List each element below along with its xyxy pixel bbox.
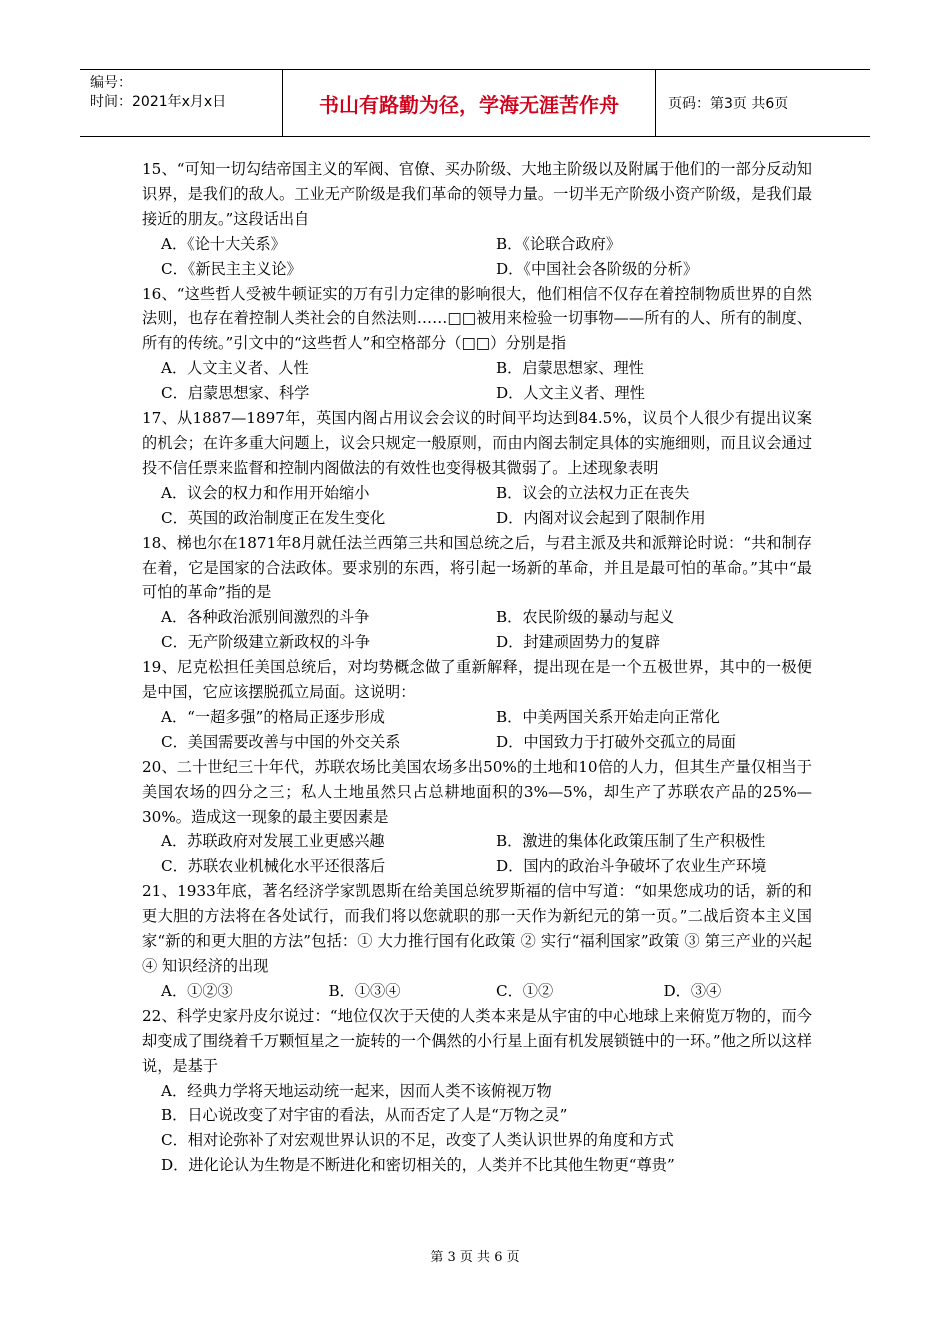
header-meta	[80, 70, 283, 136]
answer-option: A．各种政治派别间激烈的斗争	[161, 608, 370, 627]
answer-option: A．“一超多强”的格局正逐步形成	[161, 707, 385, 726]
answer-options	[142, 1079, 812, 1179]
answer-option: B．农民阶级的暴动与起义	[496, 608, 675, 627]
page-footer: 第 3 页 共 6 页	[430, 1250, 520, 1265]
answer-option: A．苏联政府对发展工业更感兴趣	[161, 832, 385, 851]
question-block	[142, 879, 812, 1004]
question-block	[142, 282, 812, 407]
answer-option: B．启蒙思想家、理性	[496, 359, 644, 378]
answer-option: C．相对论弥补了对宏观世界认识的不足，改变了人类认识世界的角度和方式	[161, 1131, 674, 1150]
answer-option: D．③④	[663, 981, 722, 1000]
answer-option: C．启蒙思想家、科学	[161, 384, 310, 403]
answer-option: B．《论联合政府》	[496, 234, 622, 253]
answer-option: A．经典力学将天地运动统一起来，因而人类不该俯视万物	[161, 1081, 552, 1100]
header-motto: 书山有路勤为径，学海无涯苦作舟	[283, 70, 656, 136]
answer-option: B．①③④	[328, 981, 401, 1000]
page-header	[80, 69, 870, 137]
answer-options	[142, 481, 812, 531]
answer-option: D．人文主义者、理性	[496, 384, 645, 403]
answer-option: C．无产阶级建立新政权的斗争	[161, 633, 371, 652]
answer-option: B．议会的立法权力正在丧失	[496, 483, 690, 502]
answer-option: B．日心说改变了对宇宙的看法，从而否定了人是“万物之灵”	[161, 1106, 568, 1125]
question-block	[142, 1004, 812, 1178]
question-block	[142, 406, 812, 531]
answer-option: C．①②	[496, 981, 554, 1000]
question-stem: 20、二十世纪三十年代，苏联农场比美国农场多出50%的土地和10倍的人力，但其生产量仅相当于美国农场的四分之三；私人土地虽然只占总耕地面积的3%—5%，却生产了苏联农产品的25%—30%。造成这一现象的最主要因素是	[142, 757, 812, 826]
question-list	[142, 157, 812, 1178]
question-stem: 16、“这些哲人受被牛顿证实的万有引力定律的影响很大，他们相信不仅存在着控制物质世界的自然法则，也存在着控制人类社会的自然法则……□□被用来检验一切事物——所有的人、所有的制度、所有的传统。”引文中的“这些哲人”和空格部分（□□）分别是指	[142, 284, 812, 353]
answer-option: A．①②③	[161, 981, 233, 1000]
answer-option: D．国内的政治斗争破坏了农业生产环境	[496, 857, 767, 876]
question-stem: 21、1933年底，著名经济学家凯恩斯在给美国总统罗斯福的信中写道：“如果您成功的话，新的和更大胆的方法将在各处试行，而我们将以您就职的那一天作为新纪元的第一页。”二战后资本主义国家“新的和更大胆的方法”包括：① 大力推行国有化政策 ② 实行“福利国家”政策 ③ 第三产业的兴起 ④ 知识经济的出现	[142, 882, 812, 975]
answer-option: B．中美两国关系开始走向正常化	[496, 707, 720, 726]
question-stem: 22、科学史家丹皮尔说过：“地位仅次于天使的人类本来是从宇宙的中心地球上来俯览万物的，而今却变成了围绕着千万颗恒星之一旋转的一个偶然的小行星上面有机发展锁链中的一环。”他之所以这样说，是基于	[142, 1006, 812, 1075]
header-page-info: 页码：第3页 共6页	[668, 96, 789, 112]
answer-option: C．英国的政治制度正在发生变化	[161, 508, 386, 527]
answer-option: D．中国致力于打破外交孤立的局面	[496, 732, 736, 751]
answer-option: C．苏联农业机械化水平还很落后	[161, 857, 386, 876]
answer-option: A．人文主义者、人性	[161, 359, 309, 378]
document-number-label: 编号：	[90, 75, 132, 91]
answer-options	[142, 979, 812, 1004]
answer-options	[142, 605, 812, 655]
answer-option: D．《中国社会各阶级的分析》	[496, 259, 699, 278]
question-block	[142, 755, 812, 880]
answer-options	[142, 356, 812, 406]
question-stem: 15、“可知一切勾结帝国主义的军阀、官僚、买办阶级、大地主阶级以及附属于他们的一部分反动知识界，是我们的敌人。工业无产阶级是我们革命的领导力量。一切半无产阶级小资产阶级，是我们最接近的朋友。”这段话出自	[142, 160, 812, 228]
question-block	[142, 157, 812, 282]
document-date: 时间：2021年x月x日	[90, 94, 227, 110]
answer-options	[142, 829, 812, 879]
answer-option: A．《论十大关系》	[161, 234, 286, 253]
answer-option: D．封建顽固势力的复辟	[496, 633, 661, 652]
answer-option: D．内阁对议会起到了限制作用	[496, 508, 706, 527]
answer-option: C．美国需要改善与中国的外交关系	[161, 732, 401, 751]
question-block	[142, 531, 812, 656]
question-block	[142, 655, 812, 755]
answer-option: D．进化论认为生物是不断进化和密切相关的，人类并不比其他生物更“尊贵”	[161, 1156, 675, 1175]
answer-option: C．《新民主主义论》	[161, 259, 302, 278]
question-stem: 19、尼克松担任美国总统后，对均势概念做了重新解释，提出现在是一个五极世界，其中的一极便是中国，它应该摆脱孤立局面。这说明：	[142, 658, 812, 702]
answer-option: B．激进的集体化政策压制了生产积极性	[496, 832, 766, 851]
answer-options	[142, 232, 812, 282]
question-stem: 17、从1887—1897年，英国内阁占用议会会议的时间平均达到84.5%，议员个人很少有提出议案的机会；在许多重大问题上，议会只规定一般原则，而由内阁去制定具体的实施细则，而且议会通过投不信任票来监督和控制内阁做法的有效性也变得极其微弱了。上述现象表明	[142, 409, 812, 477]
answer-option: A．议会的权力和作用开始缩小	[161, 483, 370, 502]
question-stem: 18、梯也尔在1871年8月就任法兰西第三共和国总统之后，与君主派及共和派辩论时说：“共和制存在着，它是国家的合法政体。要求别的东西，将引起一场新的革命，并且是最可怕的革命。”其中“最可怕的革命”指的是	[142, 533, 812, 602]
answer-options	[142, 705, 812, 755]
